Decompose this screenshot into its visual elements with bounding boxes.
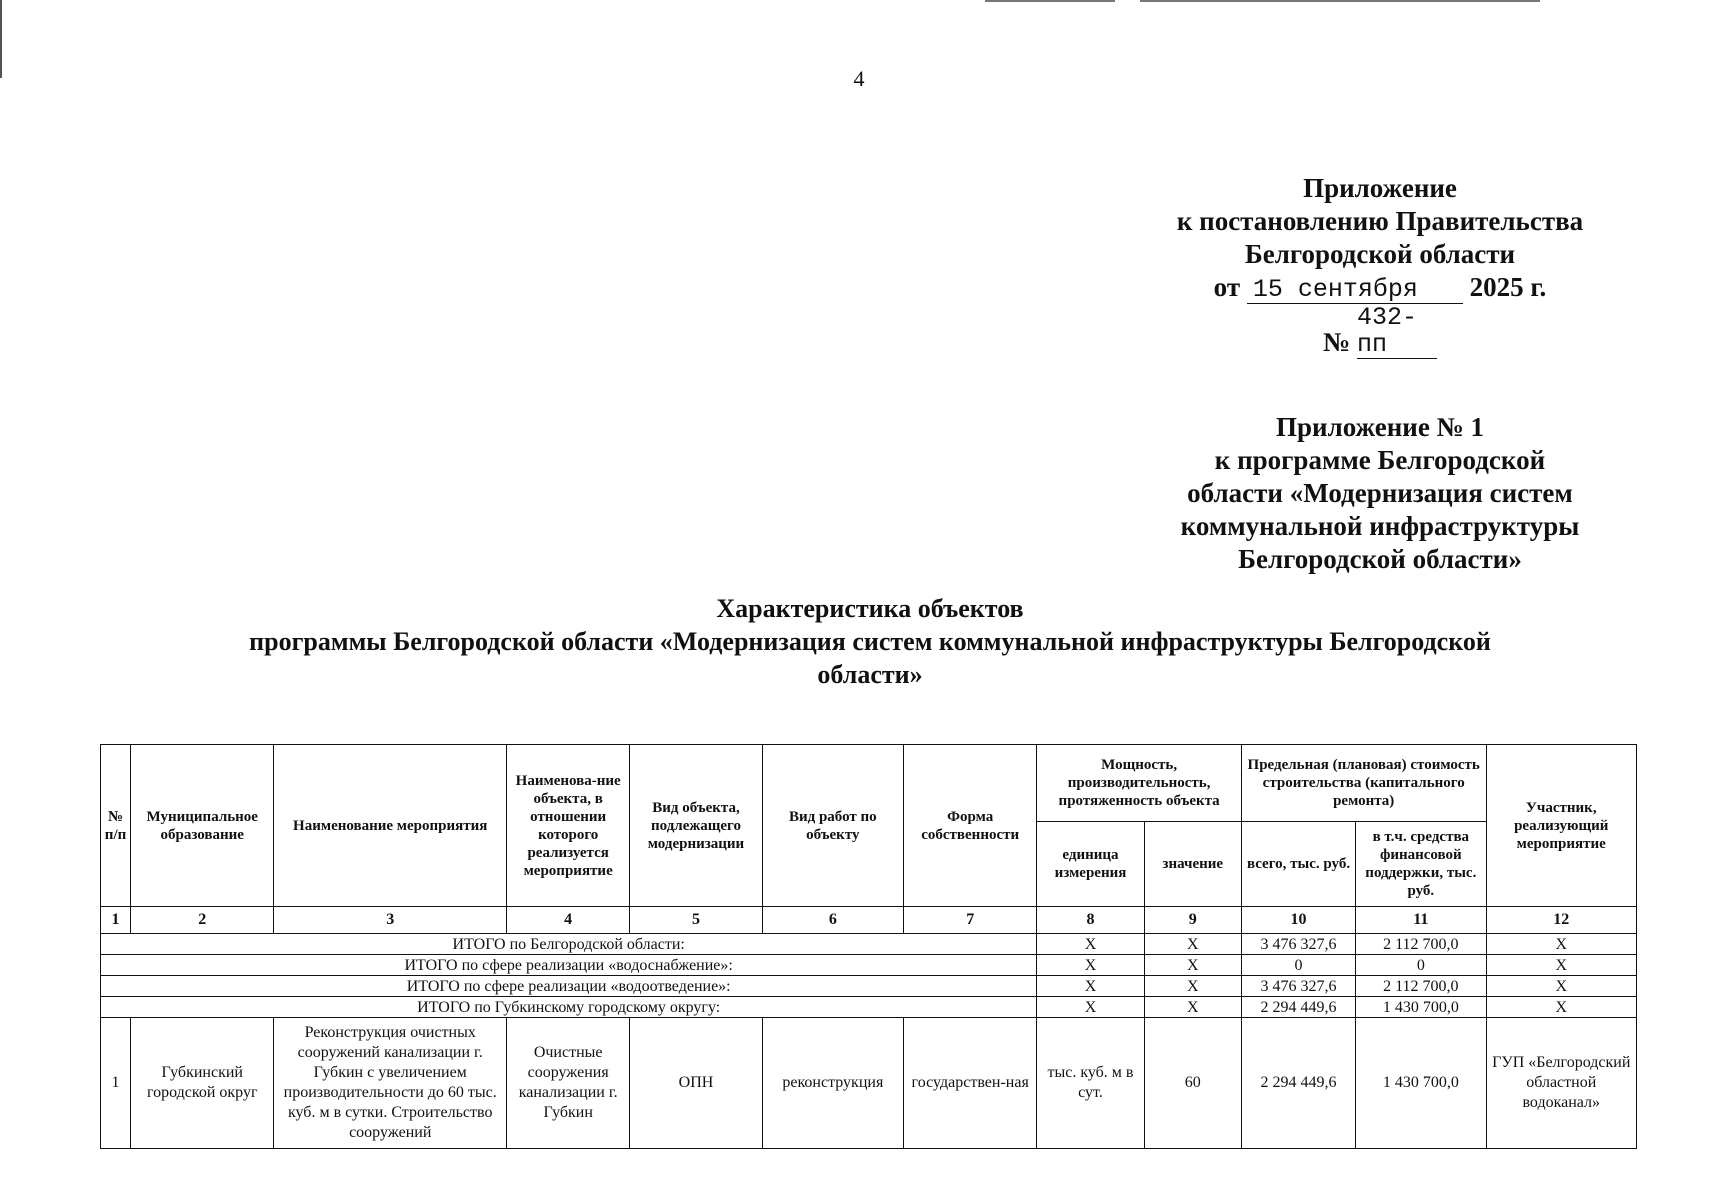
total-value: X <box>1144 976 1241 997</box>
appendix-date-line <box>1080 271 1680 304</box>
total-cost: 3 476 327,6 <box>1241 976 1355 997</box>
header-cell: всего, тыс. руб. <box>1241 822 1355 907</box>
appendix-stamp <box>1080 172 1680 576</box>
object-cell: Очистные сооружения канализации г. Губкин <box>507 1018 630 1149</box>
column-number: 7 <box>904 907 1037 934</box>
total-value: X <box>1144 955 1241 976</box>
number-field: 432-пп <box>1357 304 1437 359</box>
year-suffix: 2025 г. <box>1469 272 1547 302</box>
row-number: 1 <box>101 1018 131 1149</box>
header-cell: Форма собственности <box>904 745 1037 907</box>
total-participant: X <box>1486 934 1637 955</box>
program-appendix-line: Приложение № 1 <box>1276 412 1484 442</box>
title-line: области» <box>817 660 923 689</box>
header-cell: Муниципальное образование <box>131 745 274 907</box>
measure-cell: Реконструкция очистных сооружений канализации г. Губкин с увеличением производительности до 60 тыс. куб. м в сутки. Строительство сооружений <box>274 1018 507 1149</box>
column-number: 8 <box>1037 907 1144 934</box>
program-appendix-line: коммунальной инфраструктуры <box>1180 511 1580 541</box>
total-row <box>101 976 1637 997</box>
appendix-line: Белгородской области <box>1244 239 1516 269</box>
total-support: 1 430 700,0 <box>1356 997 1486 1018</box>
date-field: 15 сентября <box>1247 276 1463 304</box>
header-cell: Вид работ по объекту <box>762 745 903 907</box>
total-label: ИТОГО по Губкинскому городскому округу: <box>101 997 1037 1018</box>
date-prefix: от <box>1213 272 1241 302</box>
total-row <box>101 934 1637 955</box>
total-unit: X <box>1037 997 1144 1018</box>
column-number: 10 <box>1241 907 1355 934</box>
header-cell: значение <box>1144 822 1241 907</box>
total-support: 2 112 700,0 <box>1356 976 1486 997</box>
number-prefix: № <box>1323 327 1351 357</box>
document-title <box>120 592 1620 691</box>
header-cell: № п/п <box>101 745 131 907</box>
page-number: 4 <box>853 66 865 91</box>
appendix-line: к постановлению Правительства <box>1176 206 1584 236</box>
header-cell: единица измерения <box>1037 822 1144 907</box>
column-number: 4 <box>507 907 630 934</box>
total-participant: X <box>1486 955 1637 976</box>
total-unit: X <box>1037 955 1144 976</box>
unit-cell: тыс. куб. м в сут. <box>1037 1018 1144 1149</box>
column-number: 6 <box>762 907 903 934</box>
header-cell: Наименование мероприятия <box>274 745 507 907</box>
header-cell: в т.ч. средства финансовой поддержки, тыс. руб. <box>1356 822 1486 907</box>
scan-top-rule <box>985 0 1115 2</box>
total-cost: 0 <box>1241 955 1355 976</box>
total-cost: 3 476 327,6 <box>1241 934 1355 955</box>
table-row <box>101 1018 1637 1149</box>
participant-cell: ГУП «Белгородский областной водоканал» <box>1486 1018 1637 1149</box>
municipality-cell: Губкинский городской округ <box>131 1018 274 1149</box>
scan-top-rule <box>1140 0 1540 2</box>
total-label: ИТОГО по Белгородской области: <box>101 934 1037 955</box>
appendix-line: Приложение <box>1303 173 1457 203</box>
total-row <box>101 997 1637 1018</box>
column-number: 5 <box>630 907 762 934</box>
total-participant: X <box>1486 976 1637 997</box>
column-number: 1 <box>101 907 131 934</box>
program-appendix-line: области «Модернизация систем <box>1187 478 1573 508</box>
support-cell: 1 430 700,0 <box>1356 1018 1486 1149</box>
total-support: 0 <box>1356 955 1486 976</box>
total-label: ИТОГО по сфере реализации «водоотведение»: <box>101 976 1037 997</box>
total-unit: X <box>1037 934 1144 955</box>
title-line: программы Белгородской области «Модернизация систем коммунальной инфраструктуры Белгородской <box>249 627 1491 656</box>
total-value: X <box>1144 997 1241 1018</box>
header-cell: Участник, реализующий мероприятие <box>1486 745 1637 907</box>
column-number: 9 <box>1144 907 1241 934</box>
appendix-number-line <box>1080 304 1680 359</box>
total-cost: 2 294 449,6 <box>1241 997 1355 1018</box>
total-label: ИТОГО по сфере реализации «водоснабжение»: <box>101 955 1037 976</box>
column-number: 12 <box>1486 907 1637 934</box>
header-cell: Вид объекта, подлежащего модернизации <box>630 745 762 907</box>
program-appendix-line: Белгородской области» <box>1238 544 1522 574</box>
object-type-cell: ОПН <box>630 1018 762 1149</box>
total-value: X <box>1144 934 1241 955</box>
objects-table <box>100 744 1637 1149</box>
header-group-cell: Мощность, производительность, протяженность объекта <box>1037 745 1242 822</box>
header-group-cell: Предельная (плановая) стоимость строительства (капитального ремонта) <box>1241 745 1486 822</box>
value-cell: 60 <box>1144 1018 1241 1149</box>
header-cell: Наименова-ние объекта, в отношении которого реализуется мероприятие <box>507 745 630 907</box>
total-cost-cell: 2 294 449,6 <box>1241 1018 1355 1149</box>
total-participant: X <box>1486 997 1637 1018</box>
column-number: 2 <box>131 907 274 934</box>
work-type-cell: реконструкция <box>762 1018 903 1149</box>
title-line: Характеристика объектов <box>716 594 1024 623</box>
total-row <box>101 955 1637 976</box>
column-number: 3 <box>274 907 507 934</box>
total-unit: X <box>1037 976 1144 997</box>
column-number: 11 <box>1356 907 1486 934</box>
total-support: 2 112 700,0 <box>1356 934 1486 955</box>
ownership-cell: государствен-ная <box>904 1018 1037 1149</box>
program-appendix-line: к программе Белгородской <box>1214 445 1546 475</box>
